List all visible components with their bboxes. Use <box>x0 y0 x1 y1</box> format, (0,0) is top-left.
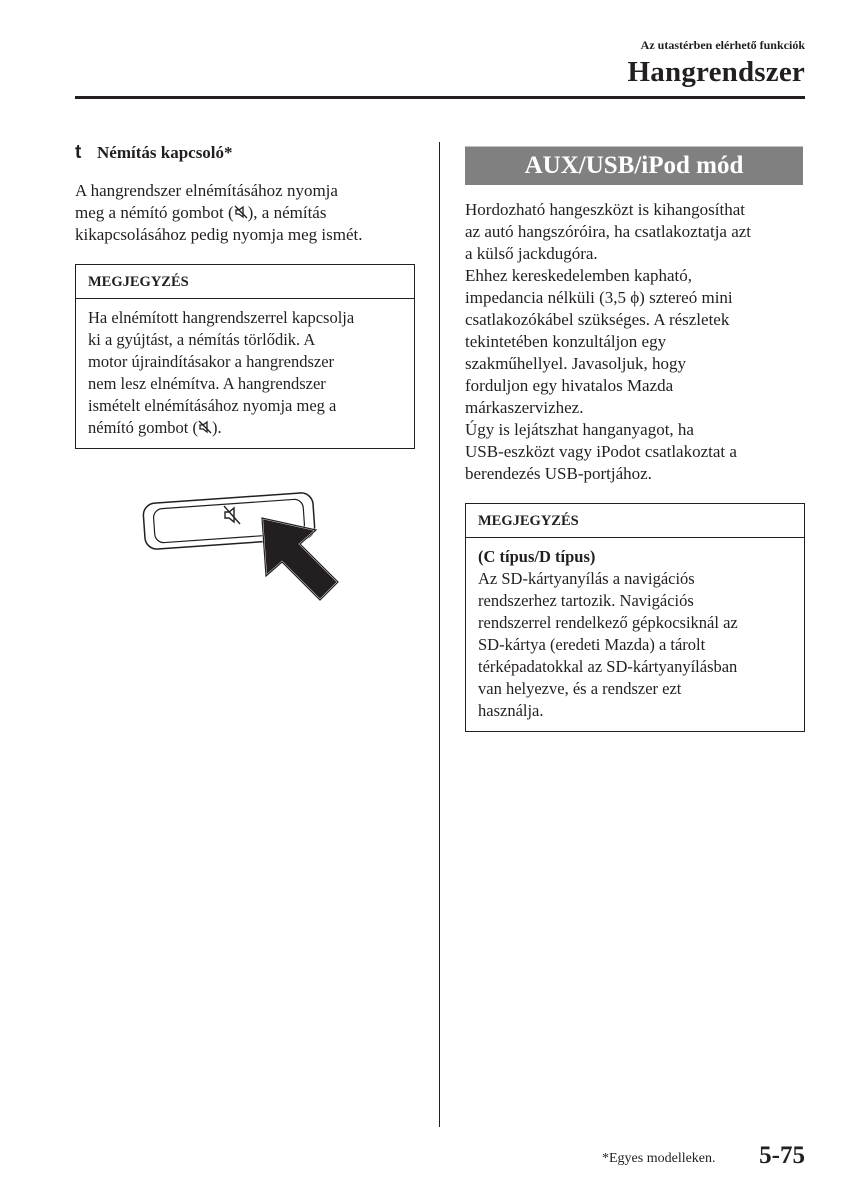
paragraph-line: szakműhellyel. Javasoljuk, hogy <box>465 354 686 373</box>
note-box <box>75 264 415 449</box>
note-title: MEGJEGYZÉS <box>466 504 804 538</box>
paragraph-line: forduljon egy hivatalos Mazda <box>465 376 674 395</box>
note-line: rendszerhez tartozik. Navigációs <box>478 591 694 610</box>
mute-icon <box>224 506 240 524</box>
note-body <box>76 299 414 448</box>
section-name: Az utastérben elérhető funkciók <box>640 38 805 52</box>
paragraph-fragment: ), a némítás <box>247 203 327 222</box>
paragraph-line: Ehhez kereskedelemben kapható, <box>465 266 693 285</box>
heading-text: Némítás kapcsoló* <box>97 143 233 162</box>
paragraph-line: impedancia nélküli (3,5 ϕ) sztereó mini <box>465 288 733 307</box>
mute-icon <box>234 205 248 219</box>
note-line: térképadatokkal az SD-kártyanyílásban <box>478 657 738 676</box>
paragraph-line: A hangrendszer elnémításához nyomja <box>75 181 338 200</box>
paragraph-line: Hordozható hangeszközt is kihangosíthat <box>465 200 745 219</box>
mute-icon <box>198 420 212 434</box>
paragraph-line: az autó hangszóróira, ha csatlakoztatja azt <box>465 222 752 241</box>
paragraph-line: kikapcsolásához pedig nyomja meg ismét. <box>75 225 363 244</box>
paragraph-line: Úgy is lejátszhat hanganyagot, ha <box>465 420 694 439</box>
column-divider <box>439 142 440 1127</box>
paragraph-line: berendezés USB-portjához. <box>465 464 652 483</box>
page-title: Hangrendszer <box>627 56 805 88</box>
note-line: ismételt elnémításához nyomja meg a <box>88 396 337 415</box>
note-line: rendszerrel rendelkező gépkocsiknál az <box>478 613 738 632</box>
note-subtitle: (C típus/D típus) <box>478 547 596 566</box>
note-line: használja. <box>478 701 544 720</box>
mute-button-illustration <box>140 490 350 610</box>
section-banner: AUX/USB/iPod mód <box>465 146 803 185</box>
note-line: SD-kártya (eredeti Mazda) a tárolt <box>478 635 706 654</box>
arrow-icon <box>262 518 338 600</box>
note-line: ki a gyújtást, a némítás törlődik. A <box>88 330 316 349</box>
note-fragment: ). <box>212 418 222 437</box>
mute-switch-heading <box>75 142 415 164</box>
heading-bullet: t <box>75 142 82 163</box>
note-body <box>466 538 804 731</box>
note-line: Az SD-kártyanyílás a navigációs <box>478 569 695 588</box>
paragraph-line: tekintetében konzultáljon egy <box>465 332 667 351</box>
note-box <box>465 503 805 732</box>
footnote: *Egyes modelleken. <box>602 1151 716 1166</box>
note-line <box>88 417 402 439</box>
note-line: Ha elnémított hangrendszerrel kapcsolja <box>88 308 355 327</box>
header-rule <box>75 96 805 99</box>
note-line: motor újraindításakor a hangrendszer <box>88 352 335 371</box>
page-number: 5-75 <box>759 1142 805 1169</box>
paragraph-line: márkaszervizhez. <box>465 398 584 417</box>
paragraph-line: a külső jackdugóra. <box>465 244 598 263</box>
paragraph-line: USB-eszközt vagy iPodot csatlakoztat a <box>465 442 737 461</box>
note-line: nem lesz elnémítva. A hangrendszer <box>88 374 326 393</box>
note-fragment: némító gombot ( <box>88 418 198 437</box>
paragraph-line <box>75 202 415 224</box>
note-line: van helyezve, és a rendszer ezt <box>478 679 682 698</box>
paragraph-line: csatlakozókábel szükséges. A részletek <box>465 310 730 329</box>
right-column <box>465 146 805 732</box>
mute-paragraph <box>75 180 415 246</box>
paragraph-fragment: meg a némító gombot ( <box>75 203 234 222</box>
left-column <box>75 142 415 449</box>
note-title: MEGJEGYZÉS <box>76 265 414 299</box>
aux-paragraph <box>465 199 805 485</box>
